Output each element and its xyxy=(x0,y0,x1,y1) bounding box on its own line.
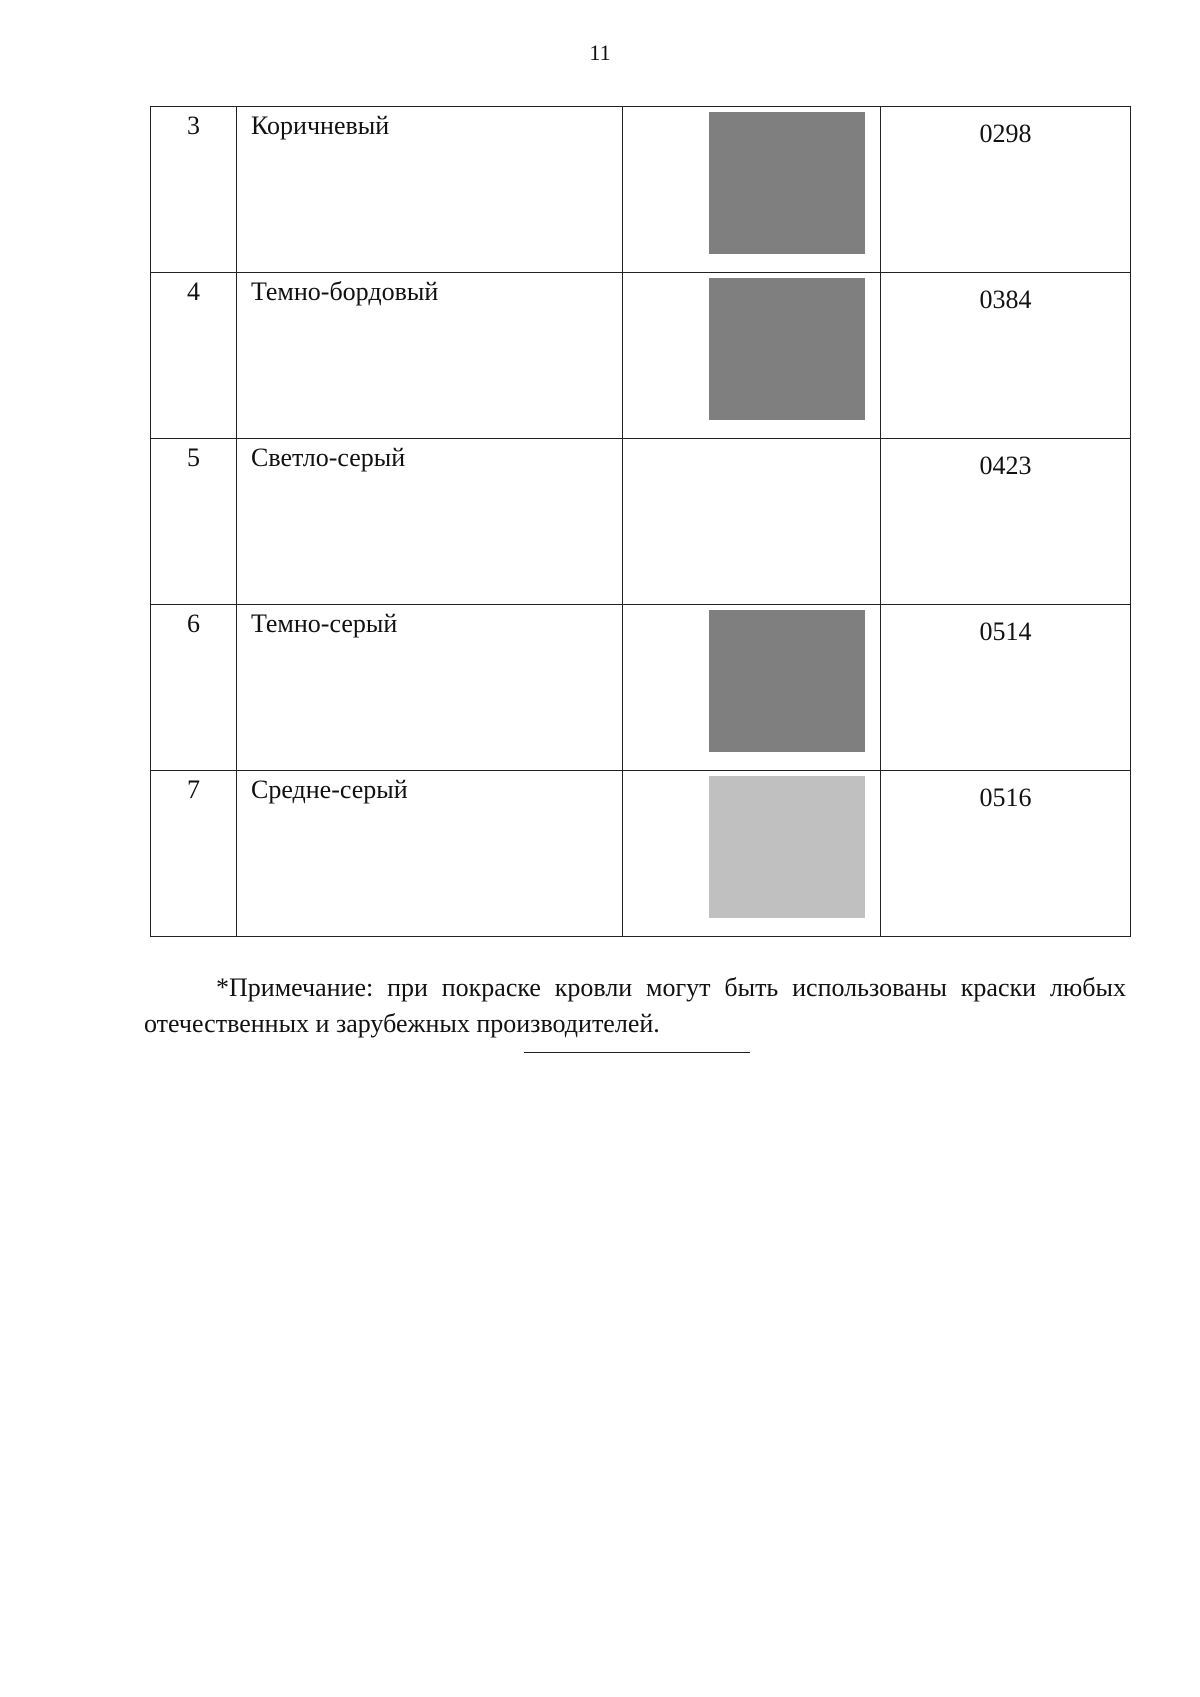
color-table xyxy=(150,106,1131,937)
row-number: 7 xyxy=(187,775,200,804)
color-code: 0423 xyxy=(979,451,1032,480)
color-name: Светло-серый xyxy=(251,443,406,472)
table-row xyxy=(151,771,1131,937)
table-row xyxy=(151,273,1131,439)
row-number: 5 xyxy=(187,443,200,472)
row-number: 6 xyxy=(187,609,200,638)
color-swatch xyxy=(709,610,865,752)
color-name: Темно-серый xyxy=(251,609,398,638)
end-divider xyxy=(524,1052,750,1053)
color-code: 0384 xyxy=(979,285,1032,314)
color-name: Коричневый xyxy=(251,111,390,140)
color-code: 0514 xyxy=(979,617,1032,646)
color-name: Средне-серый xyxy=(251,775,408,804)
color-swatch xyxy=(709,112,865,254)
color-swatch xyxy=(709,776,865,918)
row-number: 3 xyxy=(187,111,200,140)
color-name: Темно-бордовый xyxy=(251,277,439,306)
table-row xyxy=(151,605,1131,771)
color-swatch xyxy=(709,278,865,420)
row-number: 4 xyxy=(187,277,200,306)
color-swatch xyxy=(709,444,865,586)
color-code: 0298 xyxy=(979,119,1032,148)
color-code: 0516 xyxy=(979,783,1032,812)
table-row xyxy=(151,439,1131,605)
page-number: 11 xyxy=(589,40,611,65)
footnote: *Примечание: при покраске кровли могут быть использованы краски любых отечественных и зарубежных производителей. xyxy=(144,973,1126,1038)
table-row xyxy=(151,107,1131,273)
